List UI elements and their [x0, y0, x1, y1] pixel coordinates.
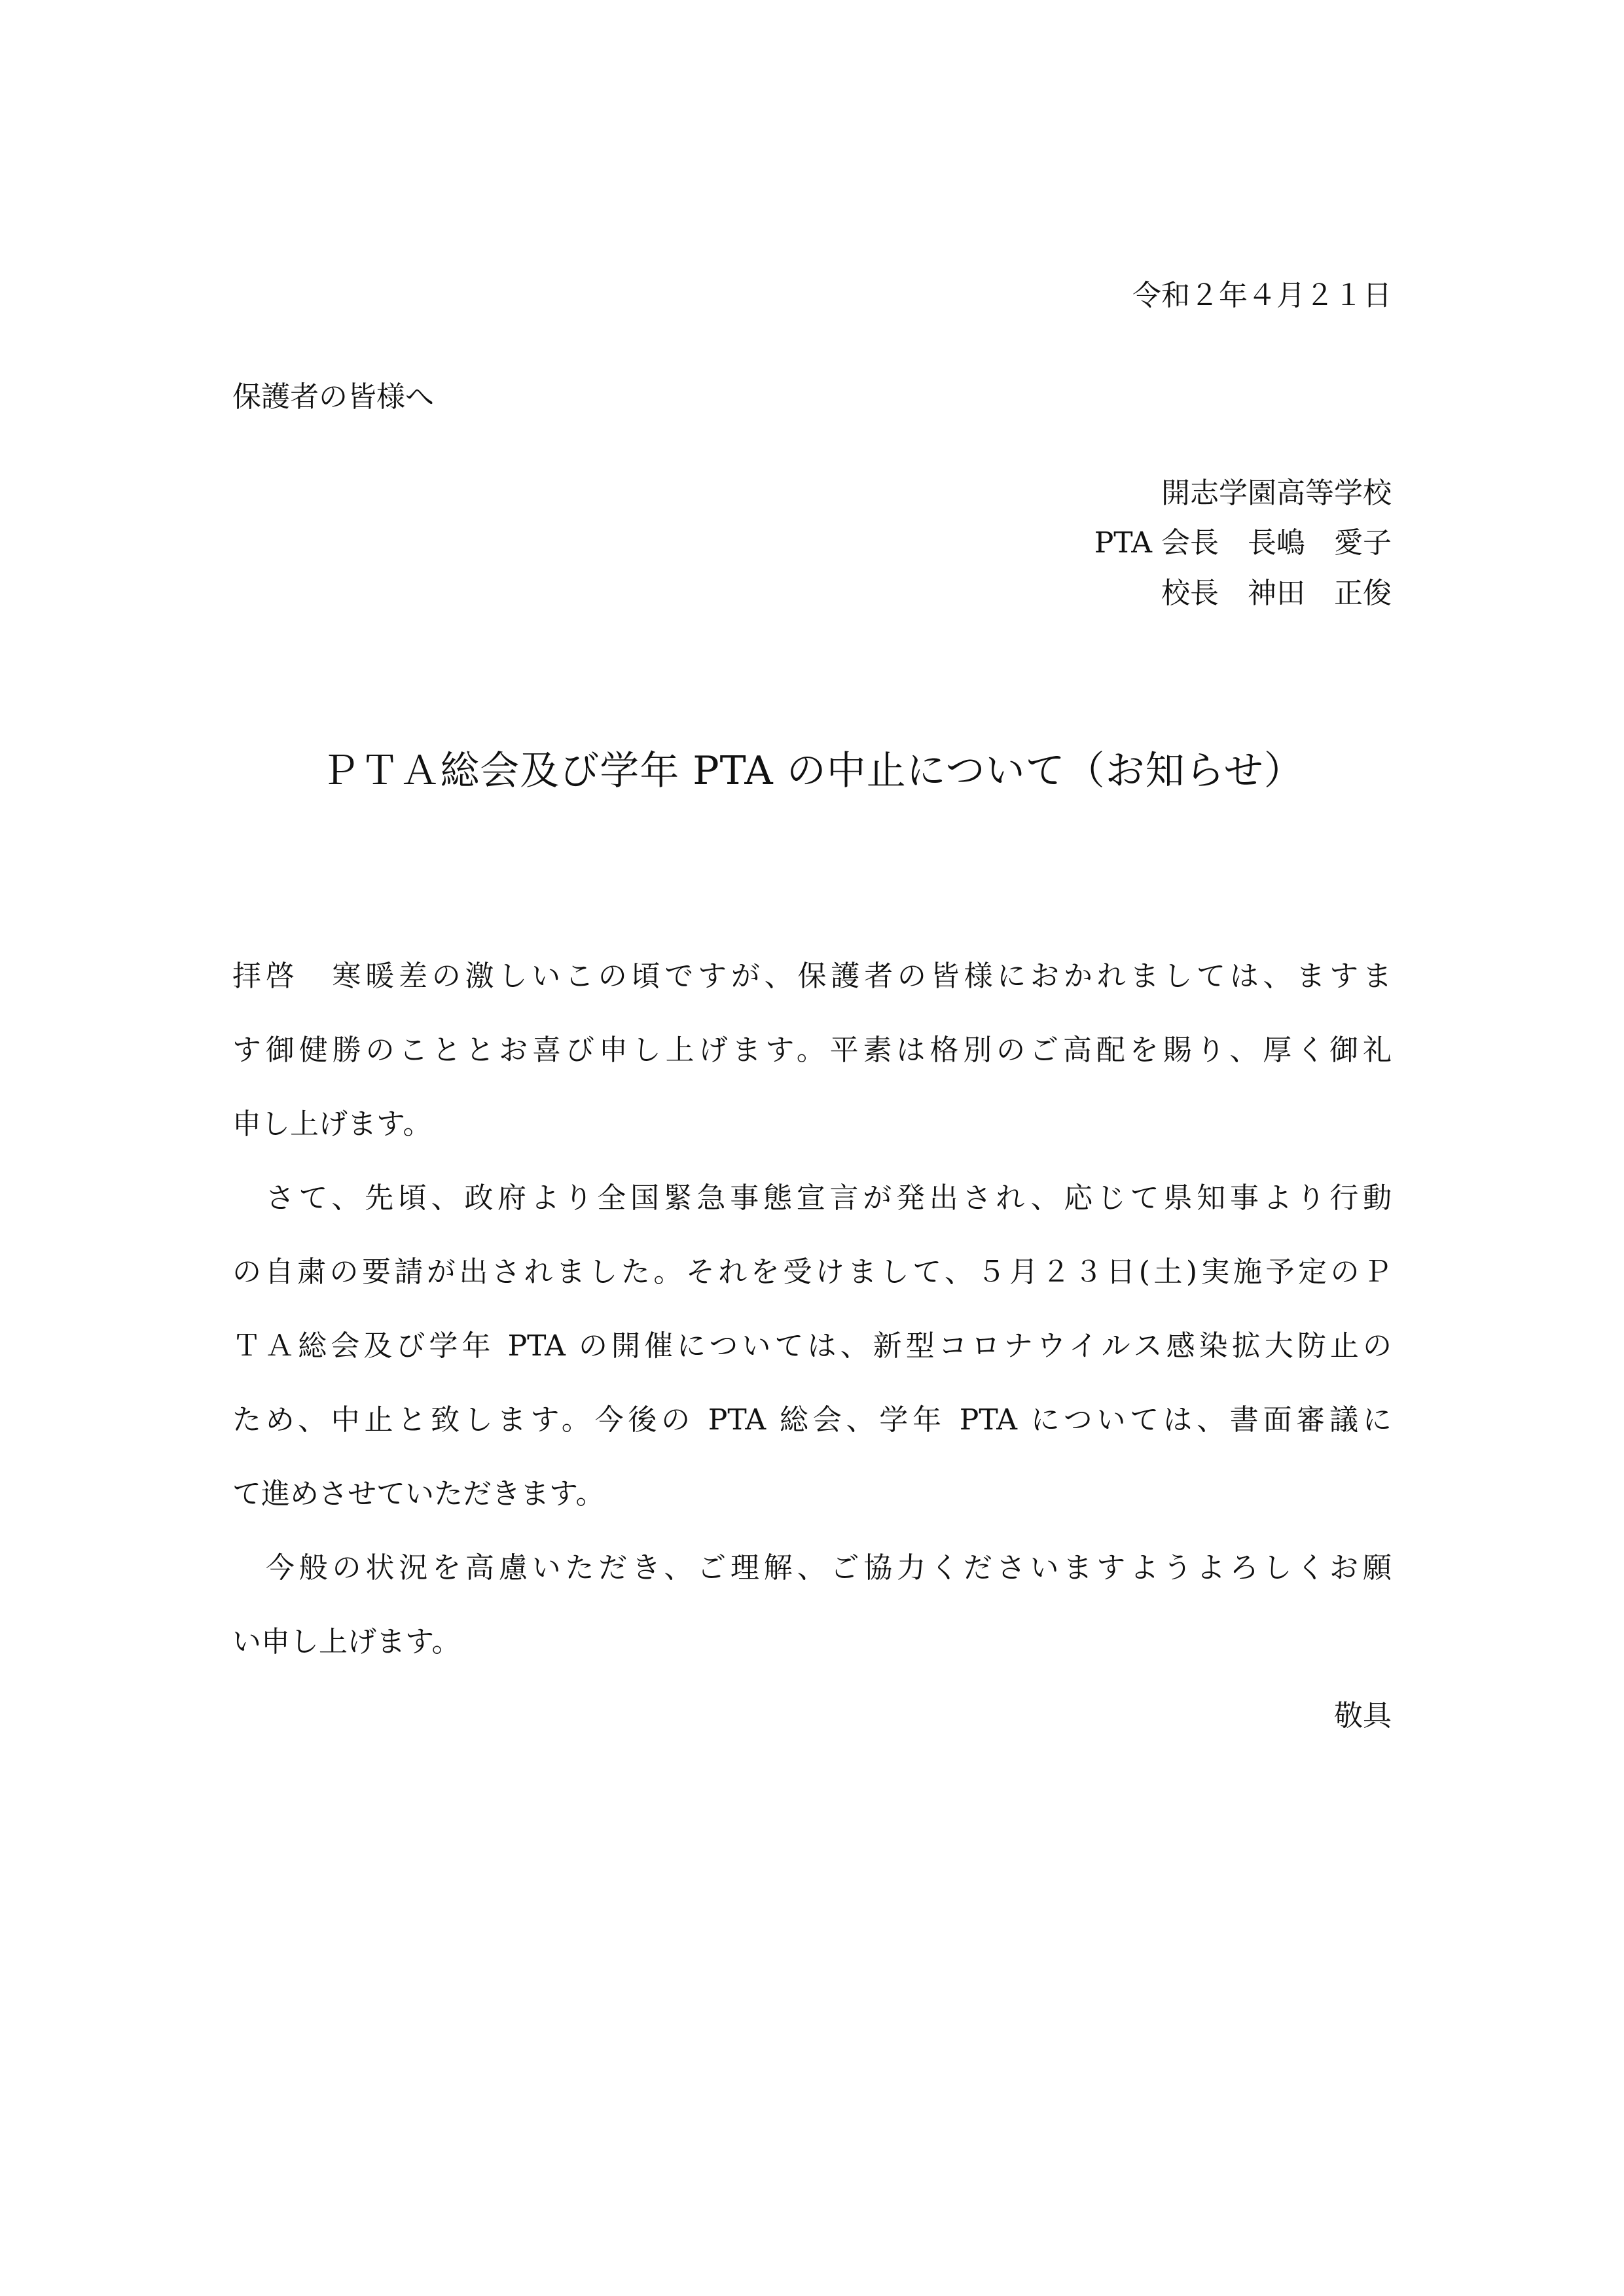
closing-word: 敬具 [1334, 1699, 1392, 1732]
body-line: 拝啓 寒暖差の激しいこの頃ですが、保護者の皆様におかれましては、ますま [232, 960, 1392, 993]
principal: 校長 神田 正俊 [1161, 577, 1392, 610]
body-line: 申し上げます。 [232, 1107, 432, 1141]
body-line: い申し上げます。 [232, 1625, 461, 1659]
body-line: て進めさせていただきます。 [232, 1477, 605, 1511]
body-line: の自粛の要請が出されました。それを受けまして、５月２３日(土)実施予定のＰ [232, 1255, 1392, 1289]
body-line: 今般の状況を高慮いただき、ご理解、ご協力くださいますようよろしくお願 [232, 1551, 1392, 1585]
body-line: ため、中止と致します。今後の PTA 総会、学年 PTA については、書面審議に [232, 1403, 1392, 1437]
pta-president: PTA 会長 長嶋 愛子 [1094, 526, 1392, 560]
body-line: さて、先頃、政府より全国緊急事態宣言が発出され、応じて県知事より行動 [232, 1181, 1392, 1215]
document-date: 令和２年４月２１日 [1132, 279, 1392, 312]
document-title: ＰＴＡ総会及び学年 PTA の中止について（お知らせ） [320, 748, 1304, 794]
recipient-line: 保護者の皆様へ [232, 380, 434, 414]
school-name: 開志学園高等学校 [1161, 476, 1392, 510]
body-line: ＴＡ総会及び学年 PTA の開催については、新型コロナウイルス感染拡大防止の [232, 1329, 1392, 1363]
body-line: す御健勝のこととお喜び申し上げます。平素は格別のご高配を賜り、厚く御礼 [232, 1033, 1392, 1067]
